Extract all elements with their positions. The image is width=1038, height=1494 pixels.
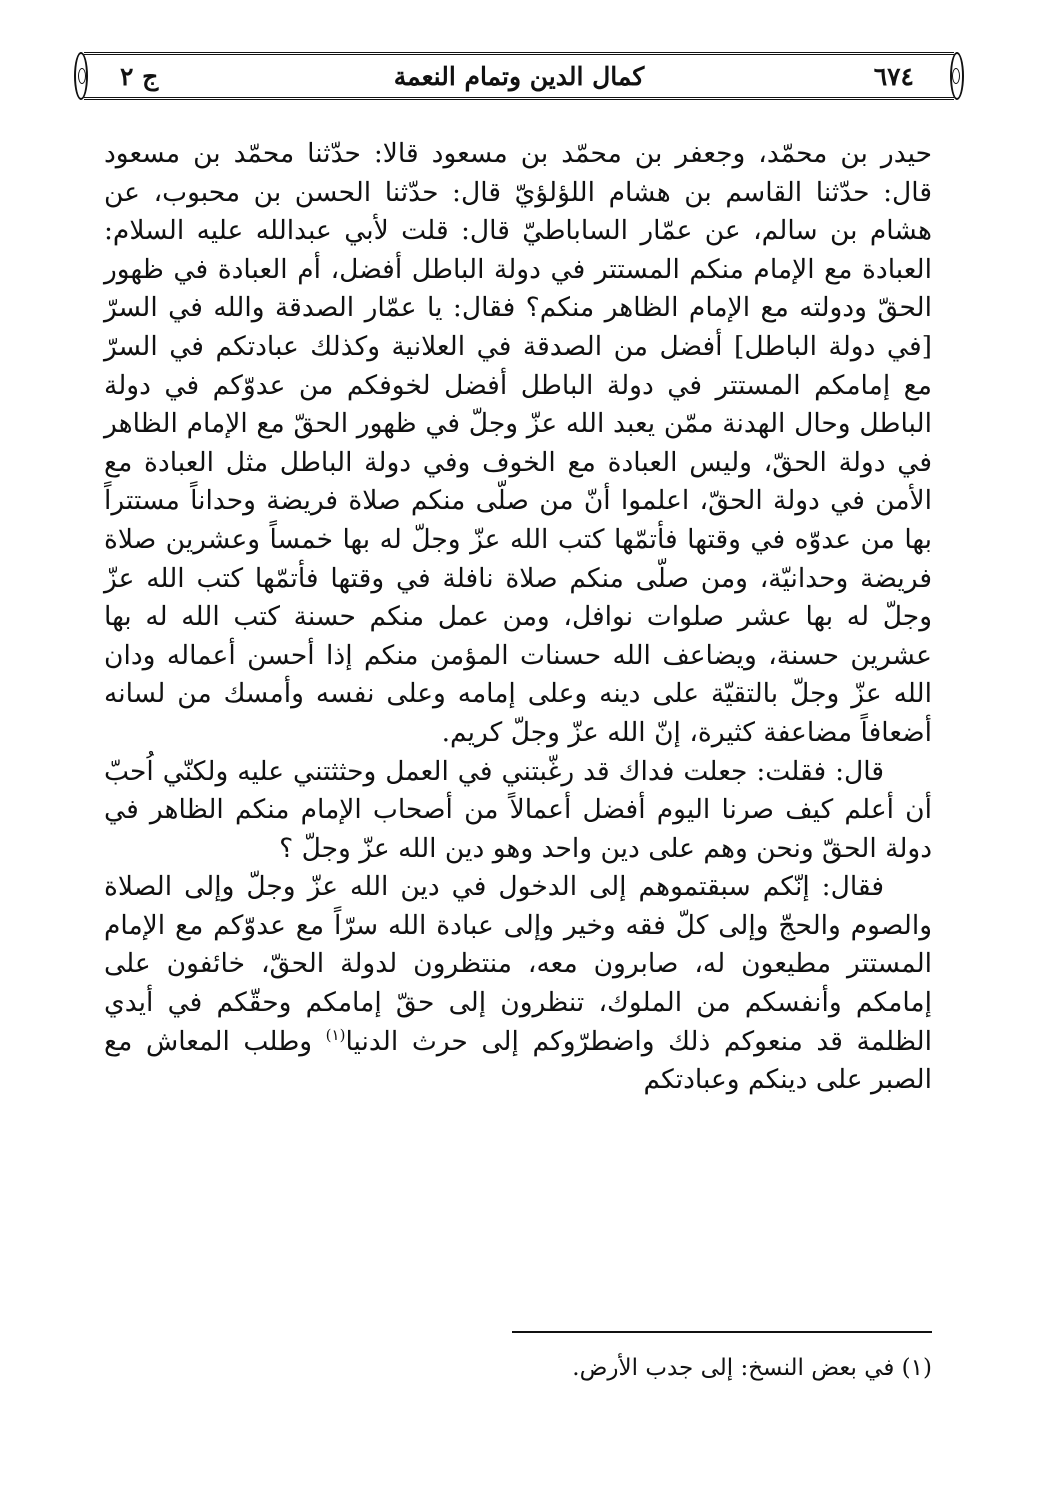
- book-title: كمال الدين وتمام النعمة: [393, 62, 645, 91]
- main-text: [104, 135, 932, 1100]
- page-number: ٦٧٤: [873, 62, 914, 91]
- paragraph: قال: فقلت: جعلت فداك قد رغّبتني في العمل وحثثتني عليه ولكنّي اُحبّ أن أعلم كيف صرنا اليوم أفضل أعمالاً من أصحاب الإمام منكم الظاهر في دولة الحقّ ونحن وهم على دين واحد وهو دين الله عزّ وجلّ ؟: [104, 755, 932, 864]
- footnote-divider: [512, 1331, 932, 1333]
- paragraph-text: فقال: إنّكم سبقتموهم إلى الدخول في دين الله عزّ وجلّ وإلى الصلاة والصوم والحجّ وإلى كلّ فقه وخير وإلى عبادة الله سرّاً مع عدوّكم مع الإمام المستتر مطيعون له، صابرون معه، منتظرون لدولة الحقّ، خائفون على إمامكم وأنفسكم من الملوك، تنظرون إلى حقّ إمامكم وحقّكم في أيدي الظلمة قد منعوكم ذلك واضطرّوكم إلى حرث الدنيا: [104, 871, 932, 1057]
- paragraph: حيدر بن محمّد، وجعفر بن محمّد بن مسعود قالا: حدّثنا محمّد بن مسعود قال: حدّثنا القاسم بن هشام اللؤلؤيّ قال: حدّثنا الحسن بن محبوب، عن هشام بن سالم، عن عمّار الساباطيّ قال: قلت لأبي عبدالله عليه السلام: العبادة مع الإمام منكم المستتر في دولة الباطل أفضل، أم العبادة في ظهور الحقّ ودولته مع الإمام الظاهر منكم؟ فقال: يا عمّار الصدقة والله في السرّ [في دولة الباطل] أفضل من الصدقة في العلانية وكذلك عبادتكم في السرّ مع إمامكم المستتر في دولة الباطل أفضل لخوفكم من عدوّكم في دولة الباطل وحال الهدنة ممّن يعبد الله عزّ وجلّ في ظهور الحقّ مع الإمام الظاهر في دولة الحقّ، وليس العبادة مع الخوف وفي دولة الباطل مثل العبادة مع الأمن في دولة الحقّ، اعلموا أنّ من صلّى منكم صلاة فريضة وحداناً مستتراً بها من عدوّه في وقتها فأتمّها كتب الله عزّ وجلّ له بها خمساً وعشرين صلاة فريضة وحدانيّة، ومن صلّى منكم صلاة نافلة في وقتها فأتمّها كتب الله عزّ وجلّ له بها عشر صلوات نوافل، ومن عمل منكم حسنة كتب الله له بها عشرين حسنة، ويضاعف الله حسنات المؤمن منكم إذا أحسن أعماله ودان الله عزّ وجلّ بالتقيّة على دينه وعلى إمامه وعلى نفسه وأمسك من لسانه أضعافاً مضاعفة كثيرة، إنّ الله عزّ وجلّ كريم.: [104, 138, 932, 748]
- paragraph-text-continued: وطلب المعاش مع الصبر على دينكم وعبادتكم: [104, 1025, 932, 1096]
- footnote-marker[interactable]: (١): [325, 1025, 346, 1044]
- volume-number: ج ٢: [120, 62, 159, 91]
- running-header: [84, 52, 954, 100]
- paragraph: [104, 868, 932, 1100]
- footnote: (١) في بعض النسخ: إلى جدب الأرض.: [572, 1355, 932, 1381]
